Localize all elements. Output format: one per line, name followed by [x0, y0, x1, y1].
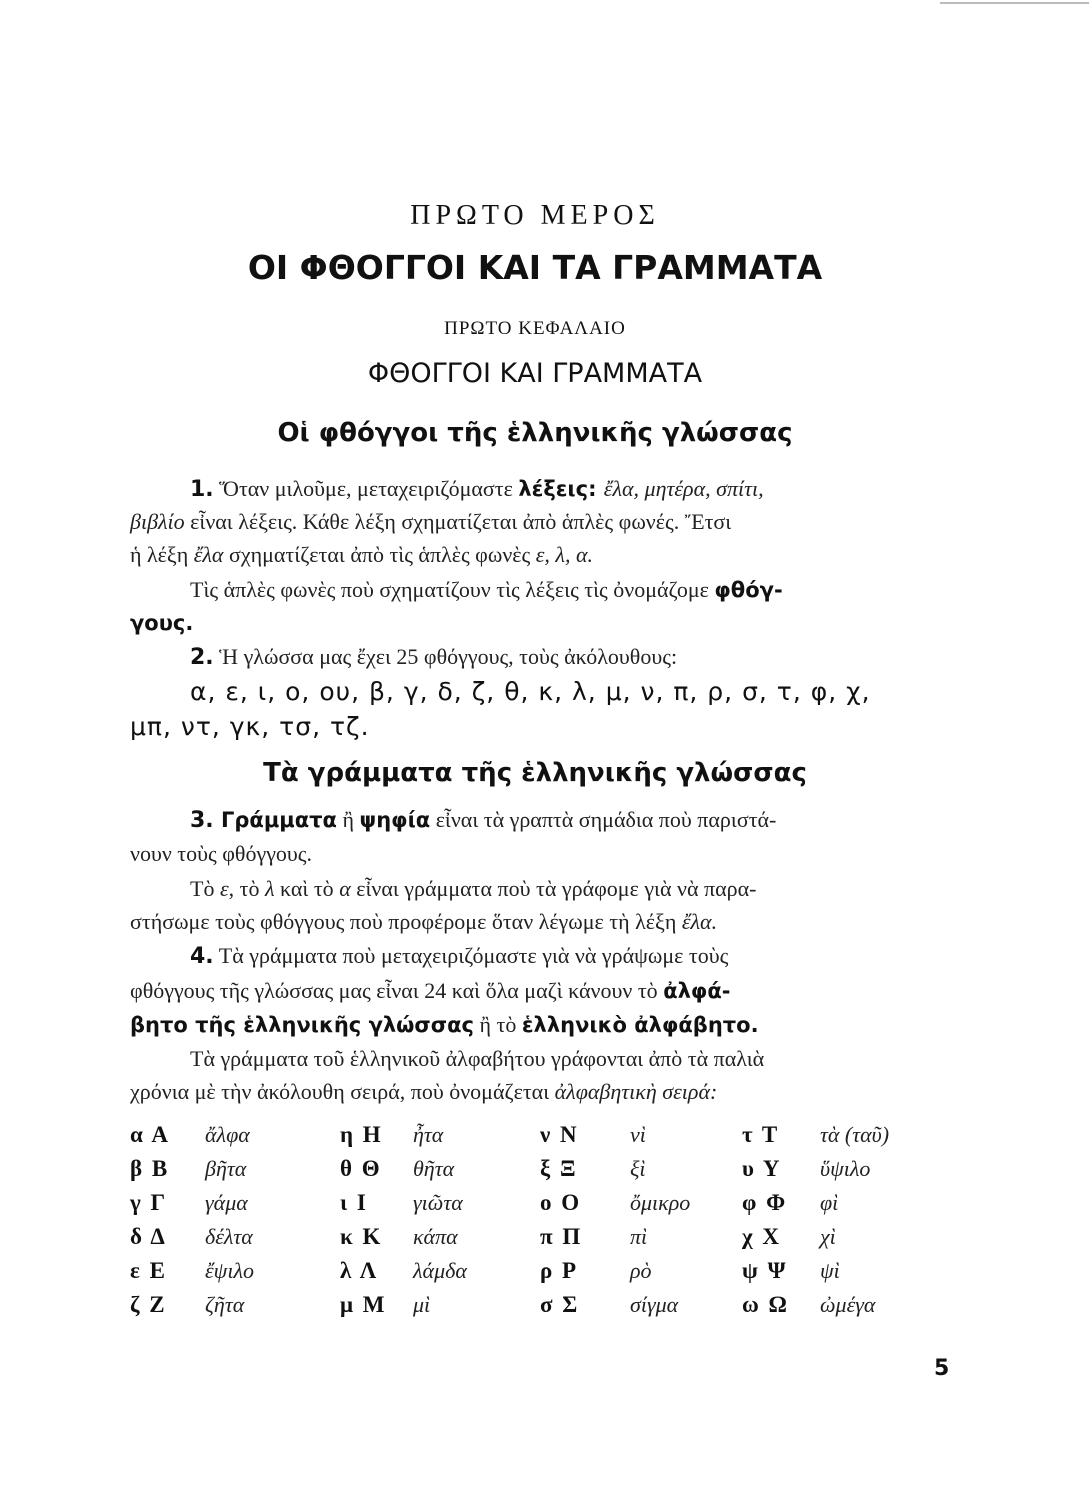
- letter-pair: δ Δ: [130, 1224, 167, 1249]
- letter-pair: ω Ω: [742, 1292, 789, 1317]
- letter-name: ζῆτα: [205, 1292, 245, 1317]
- letter-pair: α Α: [130, 1122, 170, 1147]
- letter-name: ὕψιλο: [820, 1156, 871, 1181]
- letter-pair: π Π: [540, 1224, 583, 1249]
- alphabet-table: [130, 1122, 950, 1322]
- paragraph-1-line-5: γους.: [130, 611, 194, 635]
- chapter-heading: ΠΡΩΤΟ ΚΕΦΑΛΑΙΟ: [444, 318, 626, 339]
- letter-name: τὰ (ταῦ): [820, 1122, 890, 1147]
- alphabet-row: [130, 1224, 950, 1258]
- letter-pair: φ Φ: [742, 1190, 788, 1215]
- main-title: ΟΙ ΦΘΟΓΓΟΙ ΚΑΙ ΤΑ ΓΡΑΜΜΑΤΑ: [247, 248, 823, 287]
- letter-pair: κ Κ: [340, 1224, 383, 1249]
- section-title-sounds: Οἱ φθόγγοι τῆς ἑλληνικῆς γλώσσας: [277, 418, 793, 448]
- letter-pair: ι Ι: [340, 1190, 368, 1215]
- letter-pair: ε Ε: [130, 1258, 167, 1283]
- phonemes-line-2: μπ, ντ, γκ, τσ, τζ.: [130, 712, 370, 741]
- letter-name: ἔψιλο: [205, 1258, 254, 1283]
- paragraph-3-line-3: Τὸ ε, τὸ λ καὶ τὸ α εἶναι γράμματα ποὺ τὰ γράφομε γιὰ νὰ παρα-: [190, 876, 757, 901]
- paragraph-1-line-2: βιβλίο εἶναι λέξεις. Κάθε λέξη σχηματίζεται ἀπὸ ἁπλὲς φωνές. Ἔτσι: [130, 509, 732, 534]
- letter-pair: ο Ο: [540, 1190, 582, 1215]
- letter-pair: λ Λ: [340, 1258, 379, 1283]
- letter-name: ψὶ: [820, 1258, 840, 1283]
- letter-pair: σ Σ: [540, 1292, 580, 1317]
- letter-name: βῆτα: [205, 1156, 247, 1181]
- chapter-title: ΦΘΟΓΓΟΙ ΚΑΙ ΓΡΑΜΜΑΤΑ: [367, 358, 703, 389]
- alphabet-row: [130, 1292, 950, 1326]
- letter-pair: ν Ν: [540, 1122, 579, 1147]
- paragraph-1-line-3: ἡ λέξη ἔλα σχηματίζεται ἀπὸ τὶς ἁπλὲς φωνὲς ε, λ, α.: [130, 542, 594, 567]
- letter-name: ρὸ: [630, 1258, 652, 1283]
- alphabet-row: [130, 1258, 950, 1292]
- page-number: 5: [934, 1356, 950, 1381]
- letter-pair: θ Θ: [340, 1156, 382, 1181]
- letter-name: θῆτα: [413, 1156, 455, 1181]
- paragraph-3-line-1: 3. Γράμματα ἢ ψηφία εἶναι τὰ γραπτὰ σημάδια ποὺ παριστά-: [190, 807, 777, 833]
- paragraph-4-line-5: χρόνια μὲ τὴν ἀκόλουθη σειρά, ποὺ ὀνομάζεται ἀλφαβητικὴ σειρά:: [130, 1079, 718, 1104]
- section-title-letters: Τὰ γράμματα τῆς ἑλληνικῆς γλώσσας: [263, 758, 807, 788]
- letter-name: πὶ: [630, 1224, 648, 1249]
- paragraph-number: 1.: [190, 477, 214, 502]
- paragraph-1-line-1: 1. Ὅταν μιλοῦμε, μεταχειριζόμαστε λέξεις: ἔλα, μητέρα, σπίτι,: [190, 476, 764, 502]
- letter-name: δέλτα: [205, 1224, 253, 1249]
- paragraph-3-line-2: νουν τοὺς φθόγγους.: [130, 841, 313, 866]
- letter-pair: ζ Ζ: [130, 1292, 167, 1317]
- letter-name: ξὶ: [630, 1156, 646, 1181]
- paragraph-4-line-1: 4. Τὰ γράμματα ποὺ μεταχειριζόμαστε γιὰ νὰ γράψωμε τοὺς: [190, 943, 729, 969]
- letter-name: νὶ: [630, 1122, 646, 1147]
- letter-name: σίγμα: [630, 1292, 679, 1317]
- alphabet-row: [130, 1156, 950, 1190]
- letter-pair: γ Γ: [130, 1190, 168, 1215]
- paragraph-4-line-2: φθόγγους τῆς γλώσσας μας εἶναι 24 καὶ ὅλα μαζὶ κάνουν τὸ ἀλφά-: [130, 978, 731, 1003]
- letter-name: ὠμέγα: [820, 1292, 876, 1317]
- letter-name: ὄμικρο: [630, 1190, 691, 1215]
- part-heading: ΠΡΩΤΟ ΜΕΡΟΣ: [410, 200, 660, 231]
- letter-name: ἄλφα: [205, 1122, 250, 1147]
- paragraph-4-line-4: Τὰ γράμματα τοῦ ἑλληνικοῦ ἀλφαβήτου γράφονται ἀπὸ τὰ παλιὰ: [190, 1046, 765, 1071]
- alphabet-row: [130, 1190, 950, 1224]
- letter-pair: χ Χ: [742, 1224, 781, 1249]
- letter-name: γιῶτα: [413, 1190, 463, 1215]
- phonemes-line-1: α, ε, ι, ο, ου, β, γ, δ, ζ, θ, κ, λ, μ, ν, π, ρ, σ, τ, φ, χ,: [190, 677, 871, 706]
- paragraph-number: 4.: [190, 944, 214, 969]
- alphabet-row: [130, 1122, 950, 1156]
- letter-name: γάμα: [205, 1190, 248, 1215]
- letter-name: φὶ: [820, 1190, 839, 1215]
- letter-pair: μ Μ: [340, 1292, 387, 1317]
- letter-name: κάπα: [413, 1224, 458, 1249]
- letter-name: χὶ: [820, 1224, 836, 1249]
- letter-pair: ξ Ξ: [540, 1156, 578, 1181]
- letter-pair: ρ Ρ: [540, 1258, 579, 1283]
- paragraph-1-line-4: Τὶς ἁπλὲς φωνὲς ποὺ σχηματίζουν τὶς λέξεις τὶς ὀνομάζομε φθόγ-: [190, 577, 783, 602]
- letter-pair: τ Τ: [742, 1122, 780, 1147]
- letter-pair: η Η: [340, 1122, 383, 1147]
- paragraph-2-line-1: 2. Ἡ γλώσσα μας ἔχει 25 φθόγγους, τοὺς ἀκόλουθους:: [190, 644, 678, 670]
- paragraph-number: 3.: [190, 808, 214, 833]
- paragraph-3-line-4: στήσωμε τοὺς φθόγγους ποὺ προφέρομε ὅταν λέγωμε τὴ λέξη ἔλα.: [130, 909, 718, 934]
- letter-pair: ψ Ψ: [742, 1258, 788, 1283]
- letter-pair: υ Υ: [742, 1156, 782, 1181]
- letter-name: μὶ: [413, 1292, 431, 1317]
- letter-pair: β Β: [130, 1156, 170, 1181]
- paragraph-number: 2.: [190, 645, 214, 670]
- scan-edge-line: [940, 2, 1089, 4]
- letter-name: λάμδα: [413, 1258, 467, 1283]
- letter-name: ἦτα: [413, 1122, 444, 1147]
- paragraph-4-line-3: βητο τῆς ἑλληνικῆς γλώσσας ἢ τὸ ἑλληνικὸ ἀλφάβητο.: [130, 1012, 759, 1037]
